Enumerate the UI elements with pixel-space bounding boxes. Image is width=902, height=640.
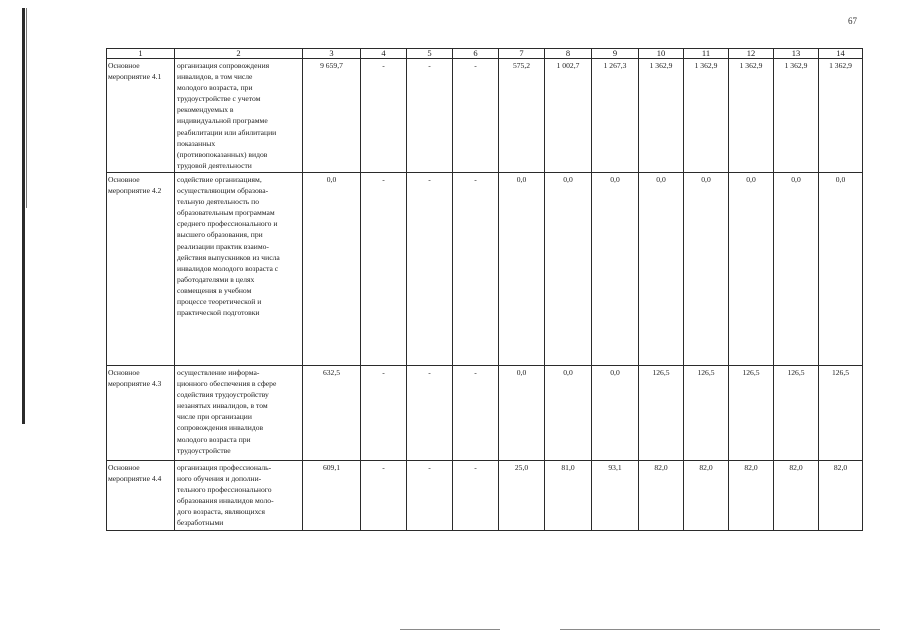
value-cell: - [361,460,407,530]
column-header: 1 [107,49,175,59]
budget-table [106,48,863,531]
row-description: организация сопровождения инвалидов, в том числе молодого возраста, при трудоустройстве с учетом рекомендуемых в индивидуальной программе реабилитации или абилитации показанных (противопоказанных) видов трудовой деятельности [175,59,303,173]
value-cell: 0,0 [499,365,545,460]
value-cell: 0,0 [819,172,863,365]
value-cell: 575,2 [499,59,545,173]
value-cell: 0,0 [303,172,361,365]
value-cell: 1 362,9 [639,59,684,173]
value-cell: 82,0 [774,460,819,530]
scan-smudge [560,629,880,630]
value-cell: 82,0 [729,460,774,530]
value-cell: 0,0 [499,172,545,365]
value-cell: 126,5 [639,365,684,460]
value-cell: 82,0 [639,460,684,530]
value-cell: - [407,460,453,530]
page-number: 67 [848,16,857,26]
row-description: осуществление информа- ционного обеспечения в сфере содействия трудоустройству незанятых инвалидов, в том числе при организации сопровождения инвалидов молодого возраста при трудоустройстве [175,365,303,460]
column-header: 11 [684,49,729,59]
value-cell: 126,5 [774,365,819,460]
value-cell: 9 659,7 [303,59,361,173]
value-cell: 1 267,3 [592,59,639,173]
value-cell: 25,0 [499,460,545,530]
value-cell: 0,0 [592,172,639,365]
scan-margin-line [26,8,27,208]
value-cell: 0,0 [729,172,774,365]
row-label: Основное мероприятие 4.2 [107,172,175,365]
value-cell: - [361,172,407,365]
value-cell: 1 002,7 [545,59,592,173]
value-cell: 0,0 [545,365,592,460]
row-description: организация профессиональ- ного обучения и дополни- тельного профессионального образования инвалидов моло- дого возраста, являющихся безработными [175,460,303,530]
value-cell: 93,1 [592,460,639,530]
column-header: 14 [819,49,863,59]
value-cell: - [407,365,453,460]
column-header: 5 [407,49,453,59]
column-header: 8 [545,49,592,59]
value-cell: 1 362,9 [774,59,819,173]
table-header-row [107,49,863,59]
value-cell: - [453,172,499,365]
column-header: 10 [639,49,684,59]
column-header: 7 [499,49,545,59]
column-header: 6 [453,49,499,59]
value-cell: - [361,365,407,460]
value-cell: - [453,460,499,530]
scan-smudge [400,629,500,630]
column-header: 4 [361,49,407,59]
value-cell: - [407,59,453,173]
value-cell: - [453,59,499,173]
column-header: 9 [592,49,639,59]
value-cell: 0,0 [684,172,729,365]
value-cell: - [361,59,407,173]
value-cell: 0,0 [545,172,592,365]
row-label: Основное мероприятие 4.3 [107,365,175,460]
value-cell: 126,5 [684,365,729,460]
value-cell: 609,1 [303,460,361,530]
table-row [107,172,863,365]
row-label: Основное мероприятие 4.1 [107,59,175,173]
row-label: Основное мероприятие 4.4 [107,460,175,530]
table-row [107,59,863,173]
value-cell: 0,0 [592,365,639,460]
value-cell: 0,0 [639,172,684,365]
column-header: 13 [774,49,819,59]
value-cell: 126,5 [729,365,774,460]
value-cell: 0,0 [774,172,819,365]
value-cell: 1 362,9 [729,59,774,173]
column-header: 12 [729,49,774,59]
value-cell: 82,0 [819,460,863,530]
scan-margin-bar [22,8,25,424]
table-row [107,460,863,530]
value-cell: 1 362,9 [819,59,863,173]
value-cell: 126,5 [819,365,863,460]
row-description: содействие организациям, осуществляющим образова- тельную деятельность по образовательным программам среднего профессионального и высшего образования, при реализации практик взаимо- действия выпускников из числа инвалидов молодого возраста с работодателями в целях совмещения в учебном процессе теоретической и практической подготовки [175,172,303,365]
column-header: 3 [303,49,361,59]
value-cell: - [453,365,499,460]
value-cell: 82,0 [684,460,729,530]
value-cell: - [407,172,453,365]
table-row [107,365,863,460]
column-header: 2 [175,49,303,59]
value-cell: 81,0 [545,460,592,530]
value-cell: 632,5 [303,365,361,460]
value-cell: 1 362,9 [684,59,729,173]
